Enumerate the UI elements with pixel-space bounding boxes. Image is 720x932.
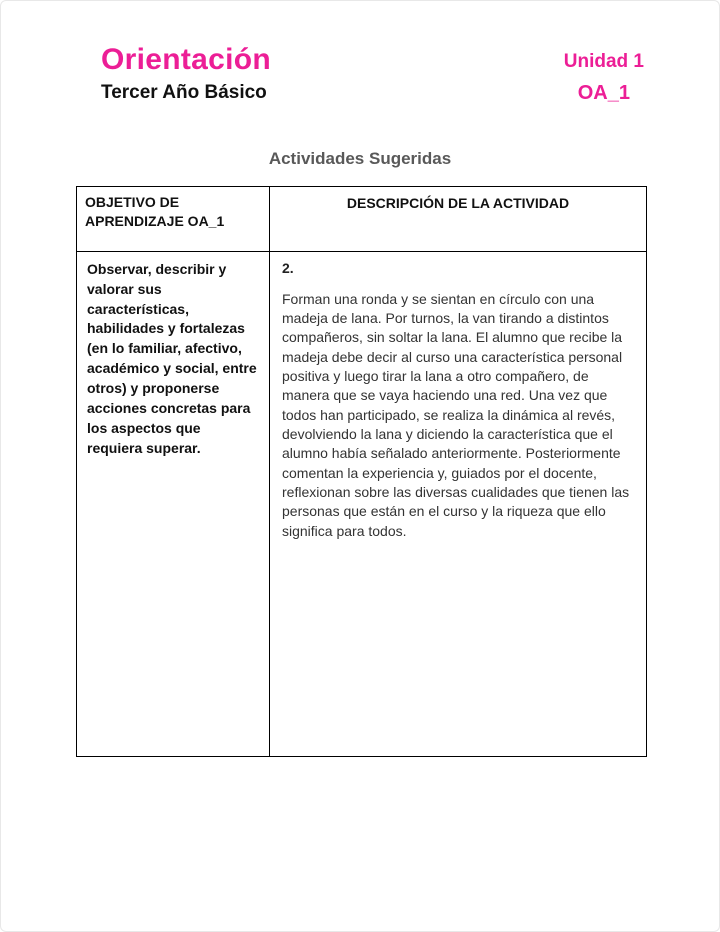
activities-table (76, 186, 647, 757)
activity-number: 2. (282, 259, 294, 276)
activity-cell (270, 251, 647, 756)
column-header-description: DESCRIPCIÓN DE LA ACTIVIDAD (270, 187, 647, 252)
objective-text: Observar, describir y valorar sus características, habilidades y fortalezas (en lo familiar, afectivo, académico y social, entre otros) y proponerse acciones concretas para los aspectos que requiera superar. (77, 251, 270, 756)
table-header-row (77, 187, 647, 252)
activity-description: Forman una ronda y se sientan en círculo con una madeja de lana. Por turnos, la van tirando a distintos compañeros, sin soltar la lana. El alumno que recibe la madeja debe decir al curso una característica personal positiva y luego tirar la lana a otro compañero, de manera que se vaya haciendo una red. Una vez que todos han participado, se realiza la dinámica al revés, devolviendo la lana y diciendo la característica que el alumno había señalado anteriormente. Posteriormente comentan la experiencia y, guiados por el docente, reflexionan sobre las diversas cualidades que tienen las personas que están en el curso y la riqueza que ello significa para todos. (282, 290, 630, 539)
page-title: Orientación (101, 43, 271, 76)
section-title: Actividades Sugeridas (268, 149, 452, 168)
column-header-objective: OBJETIVO DE APRENDIZAJE OA_1 (77, 187, 270, 252)
header-left (101, 43, 271, 104)
oa-label: OA_1 (577, 81, 630, 104)
page-subtitle: Tercer Año Básico (101, 81, 267, 103)
unit-label: Unidad 1 (563, 51, 644, 72)
table-body-row (77, 251, 647, 756)
header-right (564, 43, 644, 105)
document-header (101, 43, 644, 105)
